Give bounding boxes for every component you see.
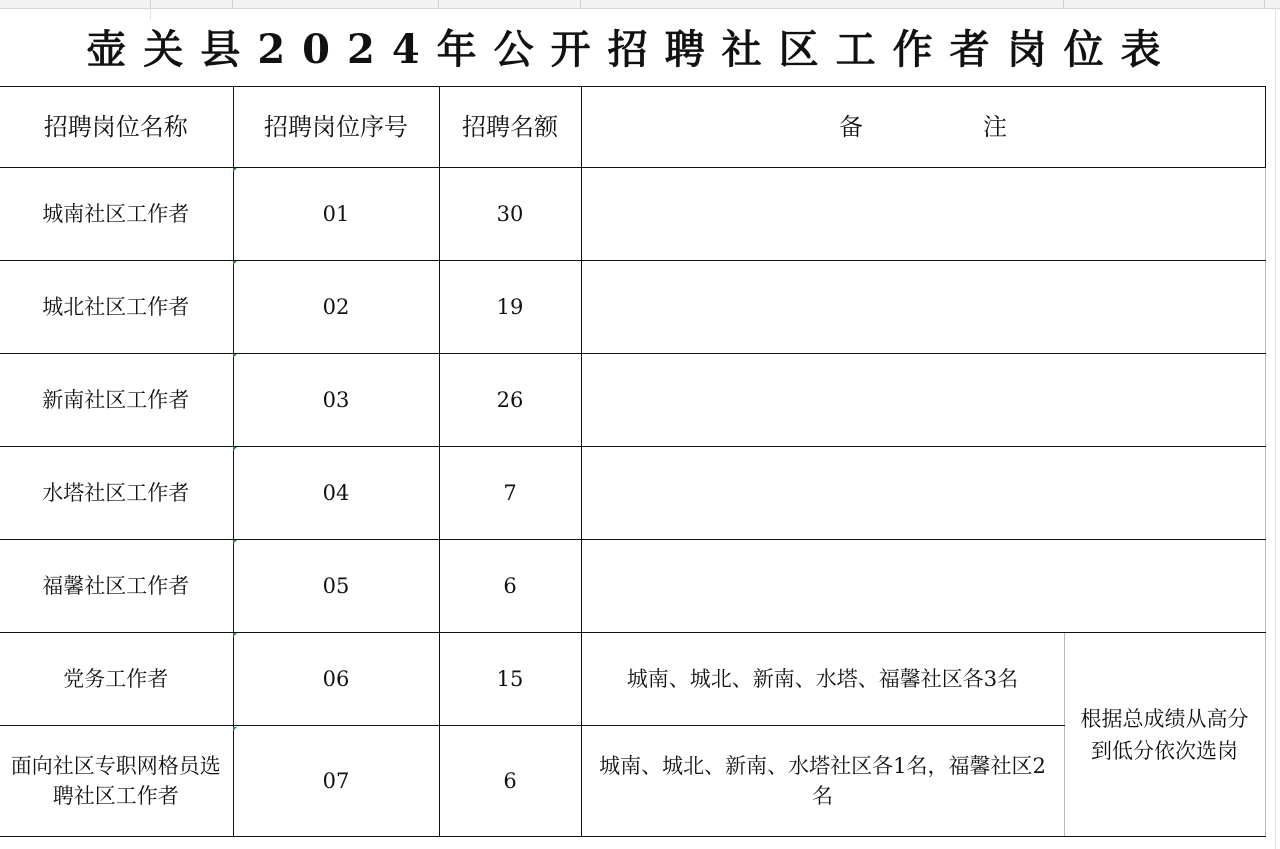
cell-quota[interactable]: 7 — [439, 447, 581, 540]
header-post-number[interactable]: 招聘岗位序号 — [233, 87, 439, 168]
cell-post-number[interactable]: 06 — [233, 633, 439, 726]
header-post-name[interactable]: 招聘岗位名称 — [0, 87, 233, 168]
gridline — [150, 8, 151, 20]
header-remark-left: 备 — [839, 113, 863, 141]
cell-post-number[interactable]: 01 — [233, 168, 439, 261]
cell-quota[interactable]: 15 — [439, 633, 581, 726]
cell-remark[interactable] — [581, 726, 1064, 837]
cell-post-name[interactable]: 党务工作者 — [0, 633, 233, 726]
cell-merged-note[interactable] — [1064, 633, 1265, 837]
cell-post-number[interactable]: 02 — [233, 261, 439, 354]
table-header-row — [0, 87, 1265, 168]
cell-post-number[interactable]: 04 — [233, 447, 439, 540]
cell-remark[interactable] — [581, 447, 1265, 540]
cell-post-name[interactable]: 城南社区工作者 — [0, 168, 233, 261]
header-remark-right: 注 — [983, 113, 1007, 141]
cell-post-name[interactable]: 新南社区工作者 — [0, 354, 233, 447]
cell-indicator-icon — [233, 540, 237, 544]
merged-note-text: 根据总成绩从高分到低分依次选岗 — [1080, 706, 1249, 763]
cell-post-number[interactable]: 05 — [233, 540, 439, 633]
table-row — [0, 447, 1265, 540]
sheet-title: 壶关县2024年公开招聘社区工作者岗位表 — [86, 26, 1178, 73]
recruitment-table — [0, 86, 1266, 837]
table-row — [0, 633, 1265, 726]
cell-post-name-text: 面向社区专职网格员选聘社区工作者 — [10, 754, 221, 808]
cell-quota[interactable]: 30 — [439, 168, 581, 261]
cell-remark[interactable] — [581, 168, 1265, 261]
cell-post-name[interactable] — [0, 726, 233, 837]
cell-remark[interactable] — [581, 540, 1265, 633]
cell-indicator-icon — [233, 168, 237, 172]
cell-post-number[interactable]: 07 — [233, 726, 439, 837]
table-row — [0, 261, 1265, 354]
cell-remark[interactable] — [581, 354, 1265, 447]
table-row — [0, 168, 1265, 261]
table-row — [0, 540, 1265, 633]
header-remark[interactable] — [581, 87, 1265, 168]
cell-quota[interactable]: 6 — [439, 726, 581, 837]
cell-indicator-icon — [233, 633, 237, 637]
cell-post-name[interactable]: 城北社区工作者 — [0, 261, 233, 354]
cell-post-name[interactable]: 福馨社区工作者 — [0, 540, 233, 633]
cell-quota[interactable]: 6 — [439, 540, 581, 633]
cell-remark[interactable]: 城南、城北、新南、水塔、福馨社区各3名 — [581, 633, 1064, 726]
cell-remark-text: 城南、城北、新南、水塔社区各1名，福馨社区2名 — [599, 754, 1046, 808]
gridline — [1275, 8, 1276, 849]
cell-remark[interactable] — [581, 261, 1265, 354]
cell-quota[interactable]: 26 — [439, 354, 581, 447]
cell-indicator-icon — [233, 354, 237, 358]
cell-post-number[interactable]: 03 — [233, 354, 439, 447]
cell-indicator-icon — [233, 261, 237, 265]
header-quota[interactable]: 招聘名额 — [439, 87, 581, 168]
cell-quota[interactable]: 19 — [439, 261, 581, 354]
spreadsheet-column-header-strip — [0, 0, 1280, 9]
table-row — [0, 354, 1265, 447]
cell-indicator-icon — [233, 447, 237, 451]
cell-indicator-icon — [233, 727, 237, 731]
cell-post-name[interactable]: 水塔社区工作者 — [0, 447, 233, 540]
